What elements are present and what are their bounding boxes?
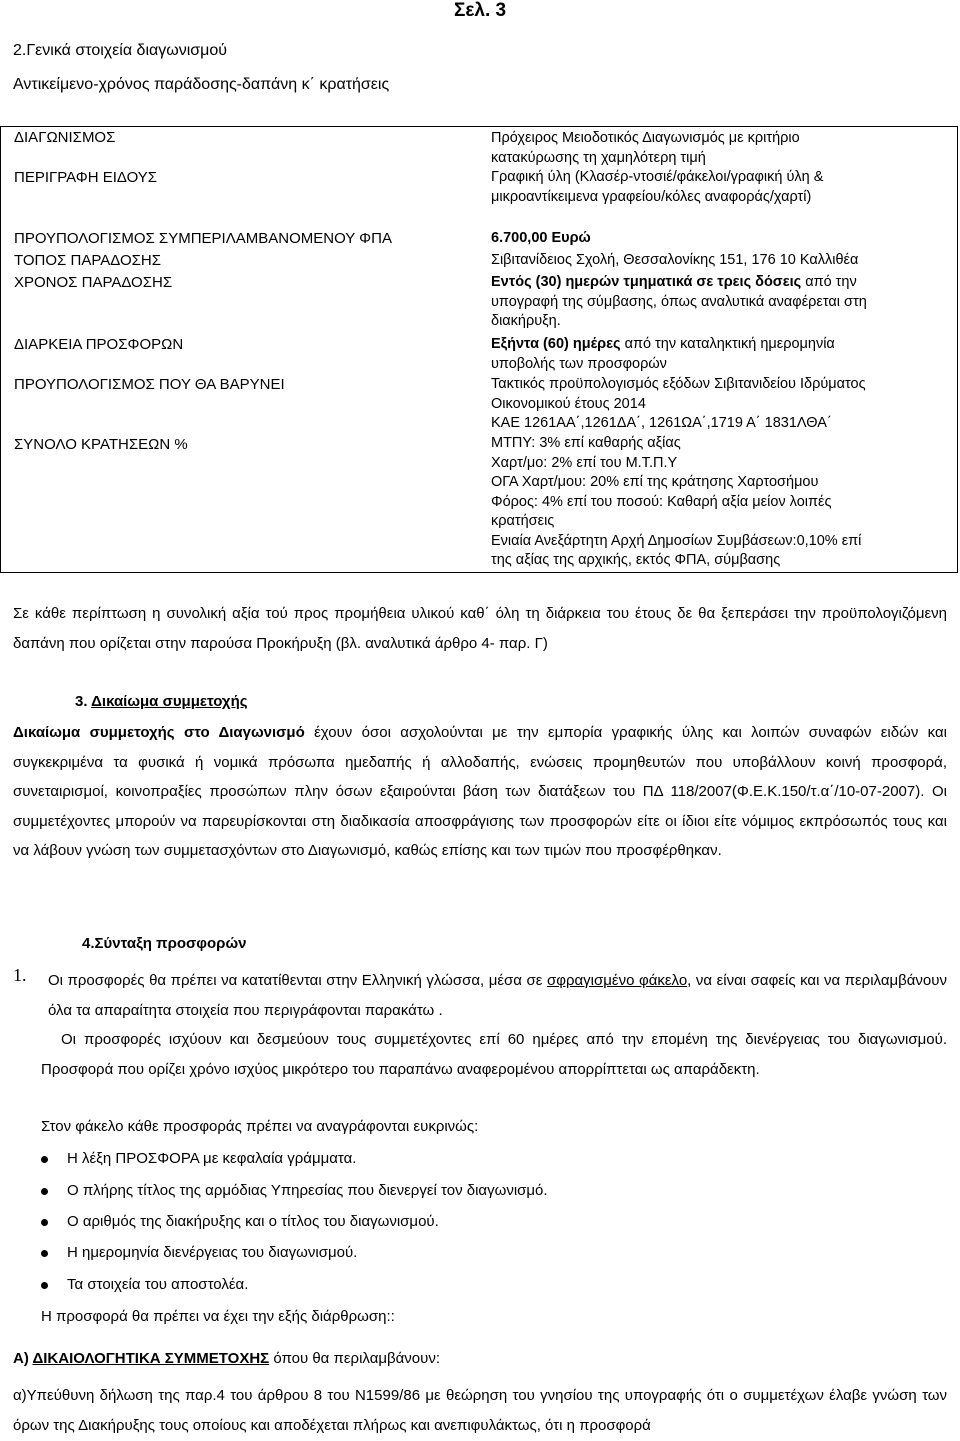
row-label-delivery-time: ΧΡΟΝΟΣ ΠΑΡΑΔΟΣΗΣ [14, 274, 173, 291]
sectionA-prefix: Α) [13, 1350, 33, 1367]
value-line: μικροαντίκειμενα γραφείου/κόλες αναφοράς/χαρτί) [491, 188, 812, 205]
bold-text: Εξήντα (60) ημέρες [491, 336, 621, 352]
bold-text: Εντός (30) ημερών τμηματικά σε τρεις δόσεις [491, 274, 802, 290]
section3-text: έχουν όσοι ασχολούνται με την εμπορία γραφικής ύλης και λοιπών συναφών ειδών και συγκεκριμένα τα φυσικά ή νομικά πρόσωπα ημεδαπής ή αλλοδαπής, ενώσεις προμηθευτών που υποβάλλουν κοινή προσφορά, συνεταιρισμοί, κοινοπραξίες προσώπων πλην όσων εξαιρούνται βάση των διατάξεων του ΠΔ 118/2007(Φ.Ε.Κ.150/τ.α΄/10-07-2007). Οι συμμετέχοντες μπορούν να παρευρίσκονται στη διαδικασία αποσφράγισης των προσφορών είτε οι ίδιοι είτε νόμιμος εκπρόσωπός τους και να λάβουν γνώση των συμμετασχόντων στο Διαγωνισμό, καθώς επίσης και των τιμών που προσφέρθηκαν. [13, 724, 947, 859]
bullet-icon [41, 1282, 48, 1289]
sectionA-paragraph: α)Υπεύθυνη δήλωση της παρ.4 του άρθρου 8 του Ν1599/86 με θεώρηση του γνησίου της υπογραφής ότι ο συμμετέχων έλαβε γνώση των όρων της Διακήρυξης τους οποίους και αποδέχεται πλήρως και ανεπιφυλάκτως, ότι η προσφορά [13, 1387, 947, 1434]
value-line: ΟΓΑ Χαρτ/μου: 20% επί της κράτησης Χαρτοσήμου [491, 474, 819, 490]
section3-title: Δικαίωμα συμμετοχής [91, 693, 248, 710]
sectionA-heading [13, 1350, 440, 1367]
section4-heading: 4.Σύνταξη προσφορών [82, 935, 247, 952]
row-value-charged-budget [491, 375, 949, 434]
page-number: Σελ. 3 [454, 0, 507, 21]
row-label-tender: ΔΙΑΓΩΝΙΣΜΟΣ [14, 129, 116, 146]
section3-number: 3. [75, 693, 92, 710]
value-line: Χαρτ/μο: 2% επί του Μ.Τ.Π.Υ [491, 454, 678, 471]
sectionA-suffix: όπου θα περιλαμβάνουν: [269, 1350, 441, 1367]
row-label-charged-budget: ΠΡΟΥΠΟΛΟΓΙΣΜΟΣ ΠΟΥ ΘΑ ΒΑΡΥΝΕΙ [14, 376, 285, 393]
row-value-delivery-place: Σιβιτανίδειος Σχολή, Θεσσαλονίκης 151, 176 10 Καλλιθέα [491, 252, 859, 268]
bullet-text: Η ημερομηνία διενέργειας του διαγωνισμού. [67, 1244, 358, 1261]
bullet-icon [41, 1188, 48, 1195]
info-table [0, 126, 958, 573]
section4-paragraph-1 [48, 966, 947, 1025]
section2-title: 2.Γενικά στοιχεία διαγωνισμού [13, 42, 228, 59]
value-line: υπογραφή της σύμβασης, όπως αναλυτικά αναφέρεται στη [491, 293, 867, 310]
value-line: της αξίας της αρχικής, εκτός ΦΠΑ, σύμβασης [491, 552, 781, 568]
item-number: 1. [13, 965, 27, 985]
row-value-budget: 6.700,00 Ευρώ [491, 230, 591, 246]
total-value-paragraph: Σε κάθε περίπτωση η συνολική αξία τού προς προμήθεια υλικού καθ΄ όλη τη διάρκεια του έτους δε θα ξεπεράσει την προϋπολογιζόμενη δαπάνη που ορίζεται στην παρούσα Προκήρυξη (βλ. αναλυτικά άρθρο 4- παρ. Γ) [13, 605, 947, 652]
row-value-delivery-time [491, 273, 949, 332]
value-line: Τακτικός προϋπολογισμός εξόδων Σιβιτανιδείου Ιδρύματος [491, 376, 866, 392]
sealed-envelope-text: σφραγισμένο φάκελο [546, 972, 688, 989]
value-line: Ενιαία Ανεξάρτητη Αρχή Δημοσίων Συμβάσεων:0,10% επί [491, 532, 862, 549]
value-text: από την καταληκτική ημερομηνία [620, 336, 835, 352]
row-value-description [491, 168, 949, 207]
value-line: ΜΤΠΥ: 3% επί καθαρής αξίας [491, 435, 681, 451]
value-line: Φόρος: 4% επί του ποσού: Καθαρή αξία μείον λοιπές [491, 493, 832, 510]
section4-paragraph-2: Οι προσφορές ισχύουν και δεσμεύουν τους συμμετέχοντες επί 60 ημέρες από την επομένη της διενέργειας του διαγωνισμού. Προσφορά που ορίζει χρόνο ισχύος μικρότερο του παραπάνω αναφερομένου απορρίπτεται ως απαράδεκτη. [41, 1031, 947, 1078]
section3-paragraph [13, 718, 947, 866]
value-line [491, 273, 949, 293]
section2-subtitle: Αντικείμενο-χρόνος παράδοσης-δαπάνη κ΄ κρατήσεις [13, 76, 390, 93]
p1-text: , να είναι σαφείς και να περιλαμβάνουν όλα τα απαραίτητα στοιχεία που περιγράφονται παρακάτω . [48, 972, 947, 1019]
row-value-tender [491, 129, 949, 168]
bullet-text: Ο πλήρης τίτλος της αρμόδιας Υπηρεσίας που διενεργεί τον διαγωνισμό. [67, 1182, 548, 1199]
row-label-description: ΠΕΡΙΓΡΑΦΗ ΕΙΔΟΥΣ [14, 169, 158, 186]
bullet-icon [41, 1219, 48, 1226]
bullet-text: Ο αριθμός της διακήρυξης και ο τίτλος του διαγωνισμού. [67, 1213, 439, 1230]
value-line: κατακύρωσης τη χαμηλότερη τιμή [491, 149, 706, 166]
p1-text: Οι προσφορές θα πρέπει να κατατίθενται στην Ελληνική γλώσσα, μέσα σε [48, 972, 547, 989]
value-line: υποβολής των προσφορών [491, 355, 667, 372]
row-label-budget: ΠΡΟΥΠΟΛΟΓΙΣΜΟΣ ΣΥΜΠΕΡΙΛΑΜΒΑΝΟΜΕΝΟΥ ΦΠΑ [14, 230, 392, 247]
row-value-deductions [491, 434, 949, 571]
row-label-deductions: ΣΥΝΟΛΟ ΚΡΑΤΗΣΕΩΝ % [14, 436, 188, 453]
section3-lead: Δικαίωμα συμμετοχής στο Διαγωνισμό [13, 724, 305, 741]
value-line: Οικονομικού έτους 2014 [491, 395, 646, 412]
bullet-text: Η λέξη ΠΡΟΣΦΟΡΑ με κεφαλαία γράμματα. [67, 1150, 357, 1167]
section4-paragraph-4: Η προσφορά θα πρέπει να έχει την εξής διάρθρωση:: [41, 1308, 395, 1325]
bullet-text: Τα στοιχεία του αποστολέα. [67, 1276, 249, 1293]
value-line: κρατήσεις [491, 513, 555, 529]
row-label-delivery-place: ΤΟΠΟΣ ΠΑΡΑΔΟΣΗΣ [14, 252, 161, 269]
value-line: Πρόχειρος Μειοδοτικός Διαγωνισμός με κριτήριο [491, 130, 800, 146]
value-text: από την [801, 274, 857, 290]
bullet-icon [41, 1156, 48, 1163]
row-value-offer-duration [491, 335, 949, 374]
section3-heading [75, 693, 248, 710]
value-line: διακήρυξη. [491, 313, 561, 329]
value-line: ΚΑΕ 1261ΑΑ΄,1261ΔΑ΄, 1261ΩΑ΄,1719 Α΄ 1831ΛΘΑ΄ [491, 415, 832, 431]
bullet-icon [41, 1250, 48, 1257]
value-line: Γραφική ύλη (Κλασέρ-ντοσιέ/φάκελοι/γραφική ύλη & [491, 169, 824, 185]
row-label-offer-duration: ΔΙΑΡΚΕΙΑ ΠΡΟΣΦΟΡΩΝ [14, 336, 184, 353]
section4-paragraph-3: Στον φάκελο κάθε προσφοράς πρέπει να αναγράφονται ευκρινώς: [41, 1118, 479, 1135]
value-line [491, 335, 949, 355]
sectionA-title: ΔΙΚΑΙΟΛΟΓΗΤΙΚΑ ΣΥΜΜΕΤΟΧΗΣ [32, 1350, 270, 1367]
